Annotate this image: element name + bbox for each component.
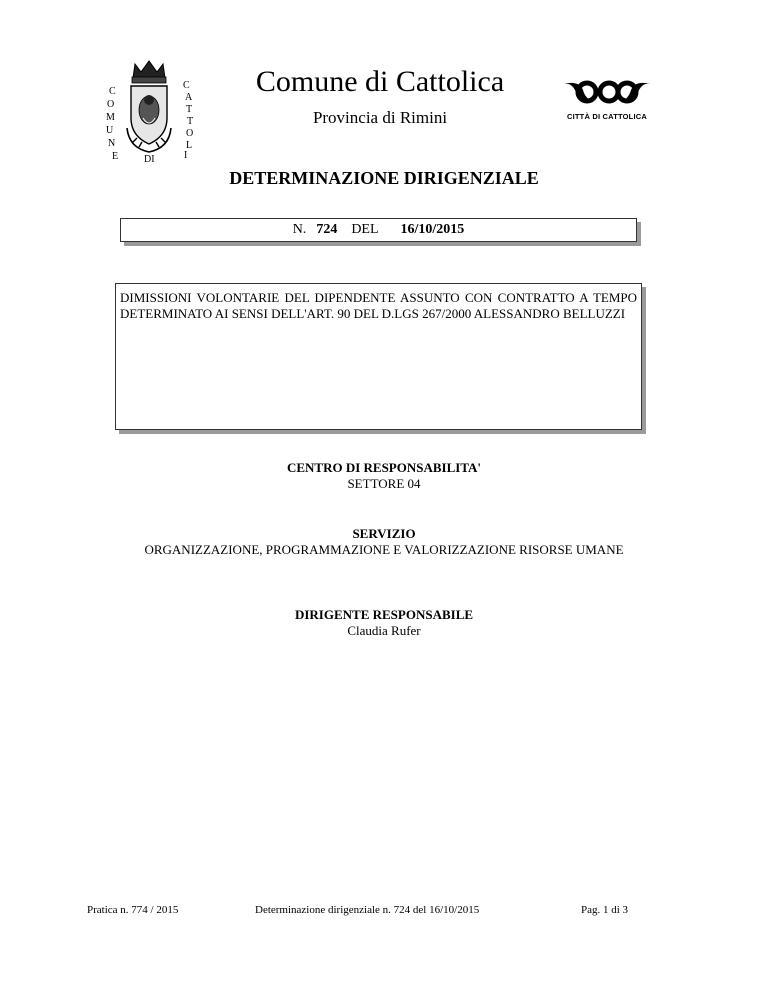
responsibility-center-heading: CENTRO DI RESPONSABILITA'	[286, 460, 482, 475]
crest-left-letters	[106, 86, 118, 162]
page-title: Comune di Cattolica	[255, 65, 505, 98]
del-label: DEL	[351, 222, 379, 237]
footer-practice-number: Pratica n. 774 / 2015	[87, 904, 179, 916]
svg-text:M: M	[106, 112, 115, 123]
svg-text:C: C	[109, 86, 116, 97]
municipal-crest-icon	[103, 58, 195, 164]
svg-text:E: E	[112, 151, 119, 162]
svg-text:A: A	[185, 92, 193, 103]
logo-caption: CITTÀ DI CATTOLICA	[567, 112, 647, 121]
cattolica-logo-icon	[561, 80, 653, 110]
svg-text:U: U	[106, 125, 114, 136]
svg-text:T: T	[187, 116, 194, 127]
svg-text:O: O	[186, 128, 194, 139]
svg-text:I: I	[184, 150, 188, 161]
subject-box	[115, 283, 642, 430]
determination-number: 724	[316, 222, 338, 237]
determination-date: 16/10/2015	[400, 222, 465, 237]
number-label: N.	[292, 222, 307, 237]
crest-bottom-text: DI	[144, 154, 155, 164]
footer-document-reference: Determinazione dirigenziale n. 724 del 16/10/2015	[255, 904, 480, 916]
manager-name: Claudia Rufer	[347, 623, 421, 638]
svg-text:O: O	[107, 99, 115, 110]
crest-right-letters	[183, 80, 193, 161]
document-type-heading: DETERMINAZIONE DIRIGENZIALE	[229, 168, 539, 188]
service-value: ORGANIZZAZIONE, PROGRAMMAZIONE E VALORIZZAZIONE RISORSE UMANE	[144, 542, 624, 557]
province-subtitle: Provincia di Rimini	[312, 108, 448, 127]
subject-text: DIMISSIONI VOLONTARIE DEL DIPENDENTE ASSUNTO CON CONTRATTO A TEMPO DETERMINATO AI SENSI DELL'ART. 90 DEL D.LGS 267/2000 ALESSANDRO BELLUZZI	[120, 290, 637, 321]
manager-heading: DIRIGENTE RESPONSABILE	[294, 607, 474, 622]
svg-text:L: L	[186, 140, 193, 151]
number-date-box	[120, 218, 637, 242]
svg-text:T: T	[186, 104, 193, 115]
responsibility-center-value: SETTORE 04	[347, 476, 421, 491]
number-date-line	[121, 221, 636, 239]
svg-text:N: N	[108, 138, 116, 149]
footer-page-number: Pag. 1 di 3	[581, 904, 629, 916]
service-heading: SERVIZIO	[352, 526, 416, 541]
svg-text:C: C	[183, 80, 190, 91]
